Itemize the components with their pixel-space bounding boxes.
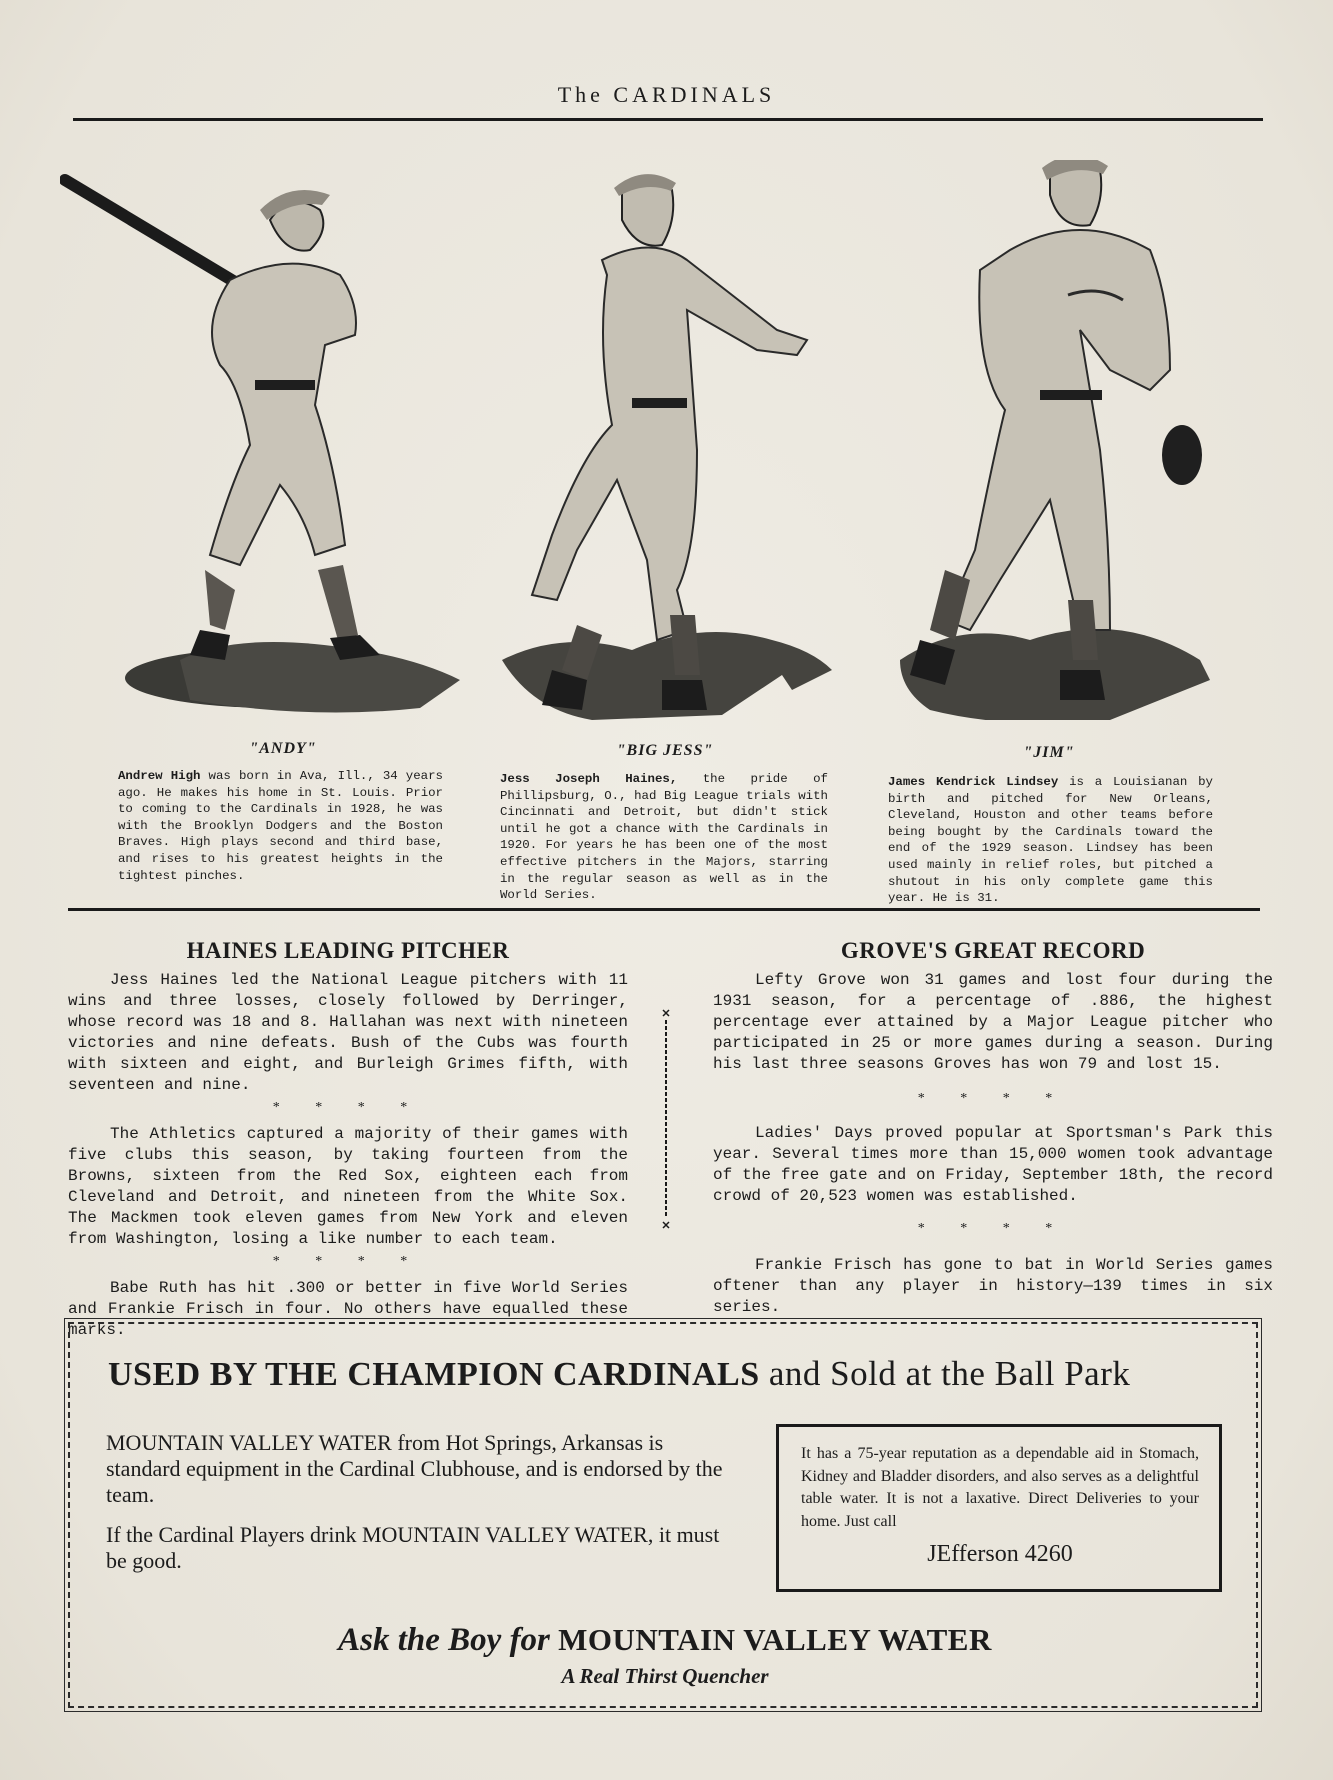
nickname-jim: "JIM" (1023, 744, 1075, 761)
photo-andy-high (60, 160, 470, 720)
bio-big-jess-name: Jess Joseph Haines, (500, 772, 678, 786)
ad-headline-rest: and Sold at the Ball Park (759, 1354, 1131, 1393)
article-haines-leading-pitcher (68, 938, 628, 1341)
separator-stars: * * * * (272, 1254, 424, 1269)
article-headline: HAINES LEADING PITCHER (186, 938, 510, 963)
bio-andy (118, 768, 443, 884)
nickname-andy: "ANDY" (249, 740, 317, 757)
ad-tagline: A Real Thirst Quencher (561, 1664, 769, 1688)
ad-phone-number: JEfferson 4260 (927, 1541, 1073, 1567)
article-paragraph: Lefty Grove won 31 games and lost four during the 1931 season, for a percentage of .886, the highest percentage ever attained by a Major League pitcher who participated in 25 or more games during a season. During his last three seasons Groves has won 79 and lost 15. (713, 971, 1273, 1073)
mountain-valley-water-ad (68, 1322, 1258, 1708)
ad-headline (108, 1354, 1130, 1394)
bio-jim-text: is a Louisianan by birth and pitched for New Orleans, Cleveland, Houston and other teams before being bought by the Cardinals toward the end of the 1929 season. Lindsey has been used mainly in relief roles, but pitched a shutout in his only complete game this year. He is 31. (888, 775, 1213, 906)
article-groves-great-record (713, 938, 1273, 1318)
mid-rule (68, 908, 1260, 911)
article-paragraph: Jess Haines led the National League pitchers with 11 wins and three losses, closely followed by Derringer, whose record was 18 and 8. Hallahan was next with nineteen victories and nine defeats. Bush of the Cubs was fourth with sixteen and eight, and Burleigh Grimes fifth, with seventeen and nine. (68, 971, 628, 1094)
bio-andy-text: was born in Ava, Ill., 34 years ago. He makes his home in St. Louis. Prior to coming to the Cardinals in 1928, he was with the Brooklyn Dodgers and the Boston Braves. High plays second and third base, and rises to his greatest heights in the tightest pinches. (118, 769, 443, 883)
separator-stars: * * * * (917, 1091, 1069, 1106)
article-headline: GROVE'S GREAT RECORD (840, 938, 1146, 963)
article-paragraph: The Athletics captured a majority of their games with five clubs this season, by taking fourteen from the Browns, sixteen from the Red Sox, eighteen each from Cleveland and Detroit, and nineteen from the White Sox. The Mackmen took eleven games from New York and eleven from Washington, losing a like number to each team. (68, 1125, 628, 1248)
ad-cta-caps: MOUNTAIN VALLEY WATER (558, 1622, 992, 1657)
article-paragraph: Babe Ruth has hit .300 or better in five World Series and Frankie Frisch in four. No others have equalled these marks. (68, 1279, 628, 1339)
ad-call-to-action (70, 1622, 1260, 1659)
bio-jim-name: James Kendrick Lindsey (888, 775, 1059, 789)
ad-body-text: MOUNTAIN VALLEY WATER from Hot Springs, Arkansas is standard equipment in the Cardinal Clubhouse, and is endorsed by the team. (106, 1430, 723, 1507)
photo-jim-lindsey (890, 160, 1220, 720)
article-paragraph: Frankie Frisch has gone to bat in World Series games oftener than any player in history—139 times in six series. (713, 1256, 1273, 1316)
running-head: The CARDINALS (557, 82, 776, 107)
bio-andy-name: Andrew High (118, 769, 201, 783)
ad-inset-box (776, 1424, 1222, 1592)
bio-big-jess (500, 771, 828, 904)
bio-big-jess-text: the pride of Phillipsburg, O., had Big League trials with Cincinnati and Detroit, but didn't stick until he got a chance with the Cardinals in 1920. For years he has been one of the most effective pitchers in the Majors, starring in the regular season as well as in the World Series. (500, 772, 828, 903)
ad-cta-italic: Ask the Boy for (338, 1622, 559, 1658)
top-rule (73, 118, 1263, 121)
ad-inset-text: It has a 75-year reputation as a dependable aid in Stomach, Kidney and Bladder disorders, and also serves as a delightful table water. It is not a laxative. Direct Deliveries to your home. Just call (801, 1445, 1199, 1530)
separator-stars: * * * * (272, 1100, 424, 1115)
nickname-big-jess: "BIG JESS" (616, 742, 714, 759)
ad-headline-caps: USED BY THE CHAMPION CARDINALS (108, 1356, 760, 1393)
bio-jim (888, 774, 1213, 907)
column-divider (662, 1008, 670, 1230)
ad-body-text: If the Cardinal Players drink MOUNTAIN VALLEY WATER, it must be good. (106, 1522, 720, 1573)
separator-stars: * * * * (917, 1221, 1069, 1236)
photo-big-jess-haines (492, 160, 852, 720)
article-paragraph: Ladies' Days proved popular at Sportsman's Park this year. Several times more than 15,000 women took advantage of the free gate and on Friday, September 18th, the record crowd of 20,523 women was established. (713, 1124, 1273, 1205)
